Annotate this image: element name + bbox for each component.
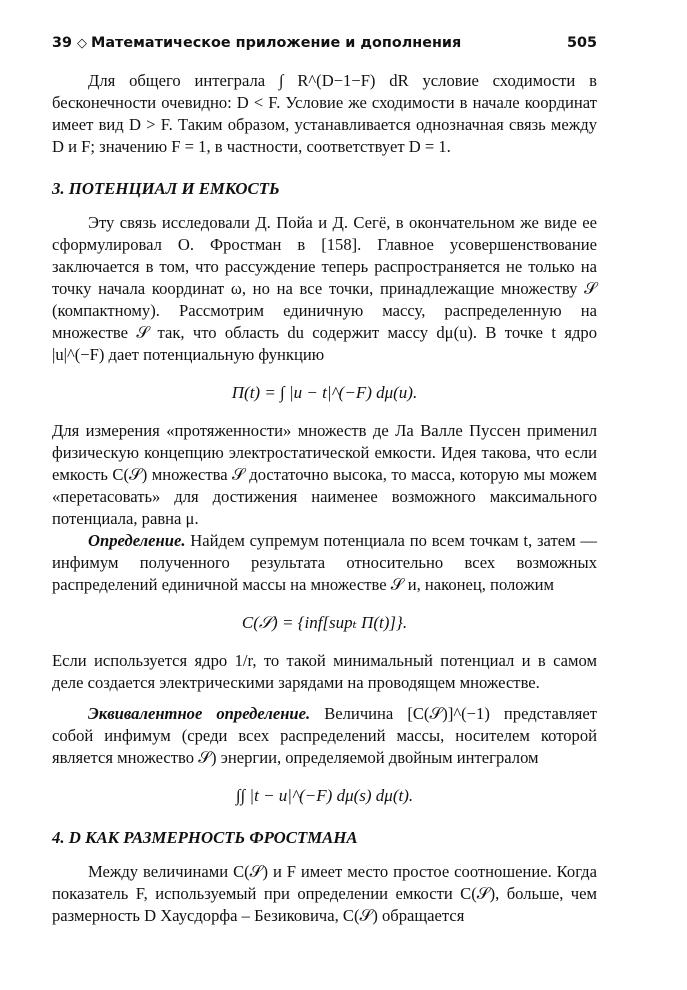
- running-header: [52, 32, 597, 56]
- section-heading-frostman-dimension: 4. D КАК РАЗМЕРНОСТЬ ФРОСТМАНА: [52, 828, 358, 847]
- paragraph-relation: Между величинами C(𝒮) и F имеет место простое соотношение. Когда показатель F, используемый при определении емкости C(𝒮), больше, чем размерность D Хаусдорфа – Безиковича, C(𝒮) обращается: [52, 862, 597, 925]
- header-left: [52, 32, 461, 55]
- equivalent-definition-text: Величина [C(𝒮)]^(−1) представляет собой инфимум (среди всех распределений массы, носителем которой является множество 𝒮) энергии, определяемой двойным интегралом: [52, 704, 597, 767]
- paragraph-convergence: Для общего интеграла ∫ R^(D−1−F) dR условие сходимости в бесконечности очевидно: D < F. Условие же сходимости в начале координат имеет вид D > F. Таким образом, устанавливается однозначная связь между D и F; значению F = 1, в частности, соответствует D = 1.: [52, 71, 597, 156]
- diamond-icon: ◇: [77, 36, 88, 51]
- definition-text: Найдем супремум потенциала по всем точкам t, затем — инфимум полученного результата относительно всех возможных распределений единичной массы на множестве 𝒮 и, наконец, положим: [52, 531, 597, 594]
- section-heading-potential: 3. ПОТЕНЦИАЛ И ЕМКОСТЬ: [52, 179, 280, 198]
- paragraph-capacity: Для измерения «протяженности» множеств де Ла Валле Пуссен применил физическую концепцию электростатической емкости. Идея такова, что если емкость C(𝒮) множества 𝒮 достаточно высока, то масса, которую мы можем «перетасовать» для достижения наименее возможного максимального потенциала, равна μ.: [52, 421, 597, 528]
- paragraph-equivalent-definition: [52, 703, 597, 769]
- formula-potential: Π(t) = ∫ |u − t|^(−F) dμ(u).: [231, 383, 418, 402]
- chapter-title: Математическое приложение и дополнения: [91, 35, 462, 51]
- equivalent-definition-label: Эквивалентное определение.: [88, 704, 311, 723]
- page-number: 505: [566, 35, 597, 51]
- paragraph-kernel: Если используется ядро 1/r, то такой минимальный потенциал и в самом деле создается электрическими зарядами на проводящем множестве.: [52, 651, 597, 692]
- paragraph-definition: [52, 530, 597, 596]
- chapter-number: 39: [52, 35, 73, 51]
- formula-capacity: C(𝒮) = {inf[supₜ Π(t)]}.: [241, 613, 408, 632]
- definition-label: Определение.: [88, 531, 186, 550]
- paragraph-frostman: Эту связь исследовали Д. Пойа и Д. Сегё, в окончательном же виде ее сформулировал О. Фростман в [158]. Главное усовершенствование заключается в том, что рассуждение теперь распространяется не только на точку начала координат ω, но на все точки, принадлежащие множеству 𝒮 (компактному). Рассмотрим единичную массу, распределенную на множестве 𝒮 так, что область du содержит массу dμ(u). В точке t ядро |u|^(−F) дает потенциальную функцию: [52, 213, 597, 364]
- formula-energy: ∫∫ |t − u|^(−F) dμ(s) dμ(t).: [235, 786, 414, 805]
